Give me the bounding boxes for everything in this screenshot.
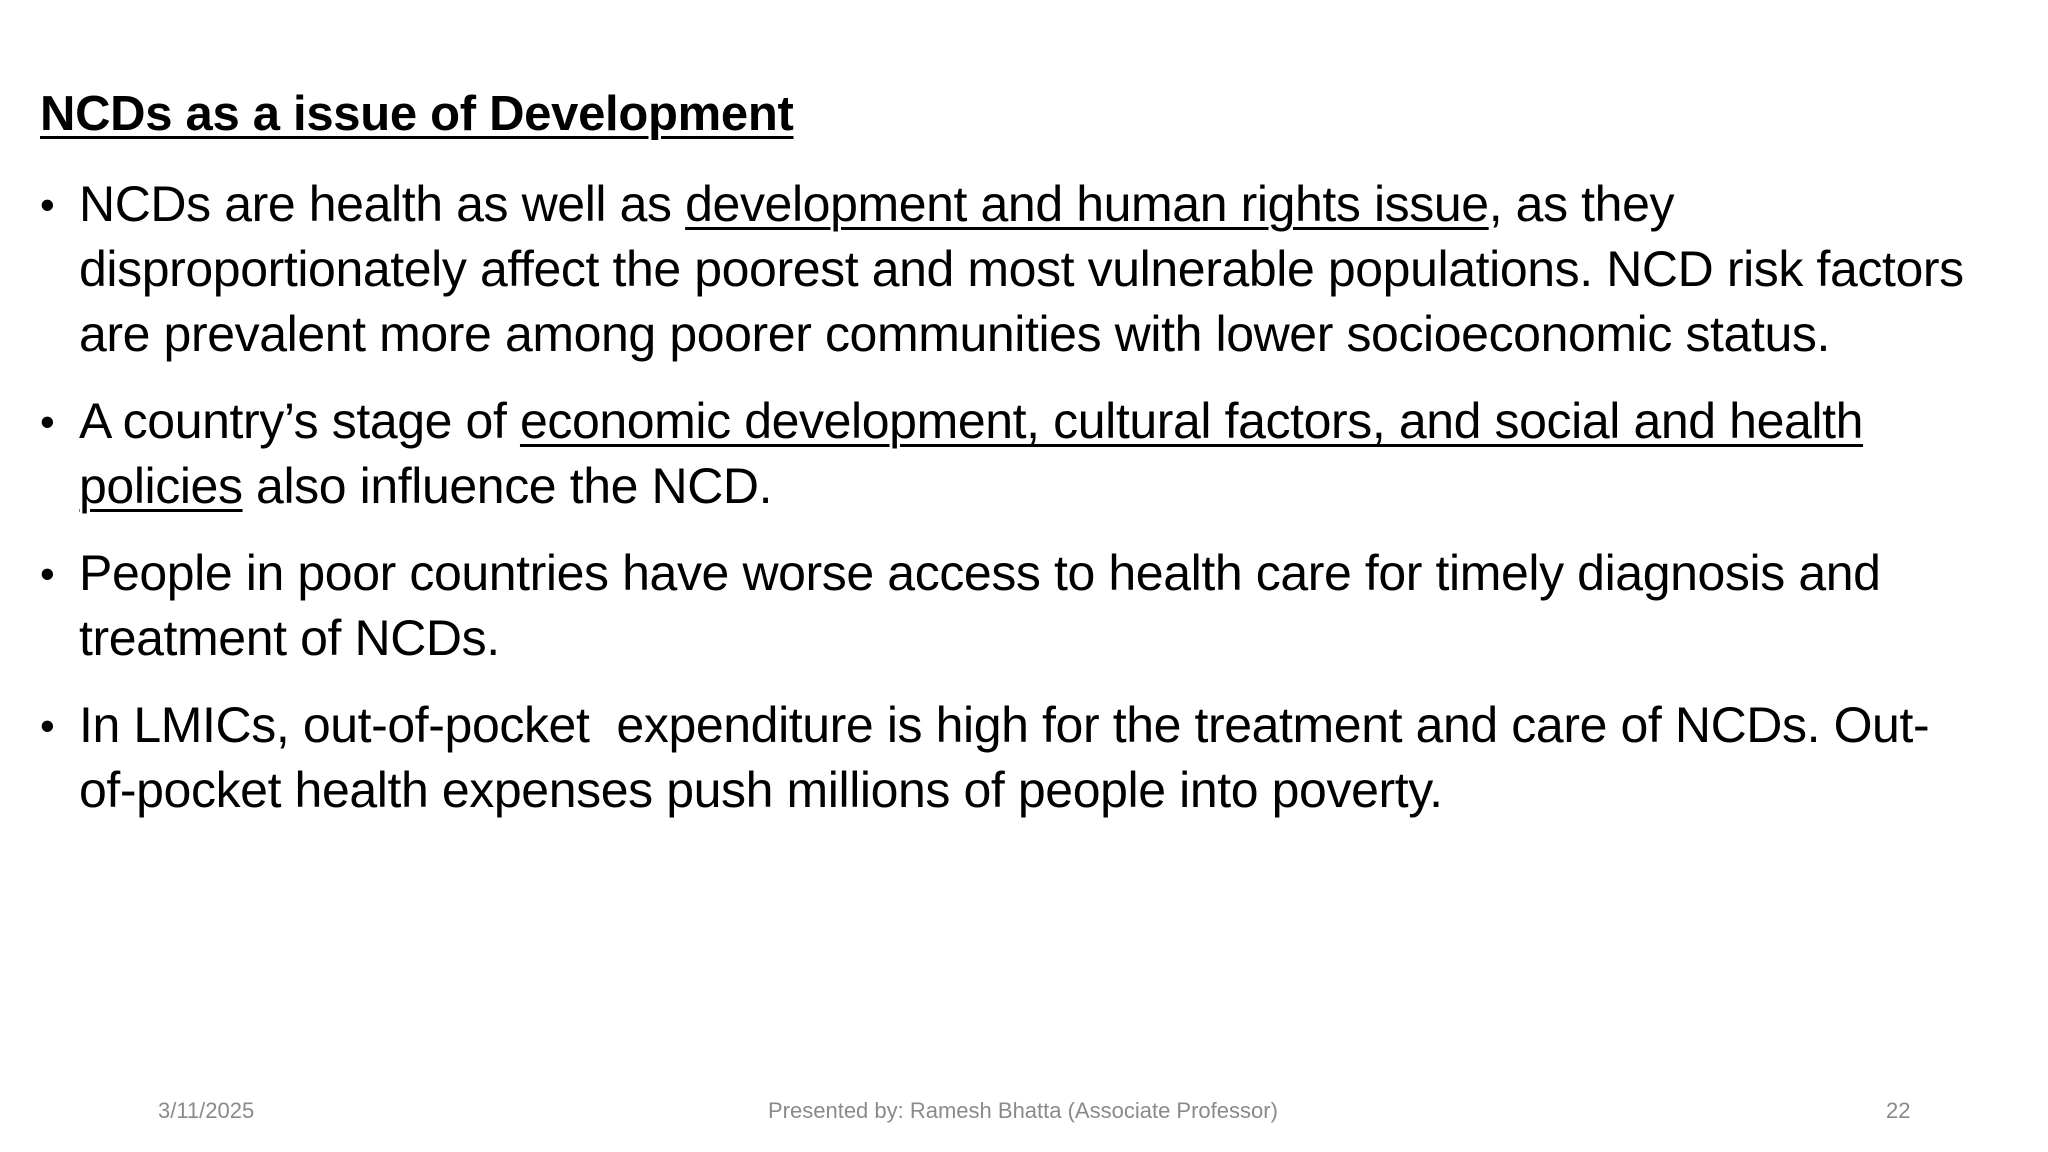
bullet-text-segment: In LMICs, out-of-pocket expenditure is high for the treatment and care of NCDs. Out-of-pocket health expenses push millions of people into poverty.	[79, 697, 1930, 818]
bullet-marker: •	[40, 550, 55, 597]
bullet-text-underlined: economic development, cultural factors, and social and health policies	[79, 393, 1864, 514]
bullet-item	[40, 172, 1980, 367]
bullet-text-segment: also influence the NCD.	[242, 458, 773, 514]
footer-page-number: 22	[1886, 1098, 1911, 1123]
bullet-item	[40, 389, 1980, 519]
bullet-text-segment: NCDs are health as well as	[79, 176, 686, 232]
bullet-list	[40, 172, 1980, 845]
slide-title: NCDs as a issue of Development	[40, 87, 794, 141]
bullet-marker: •	[40, 702, 55, 749]
bullet-marker: •	[40, 181, 55, 228]
bullet-item	[40, 541, 1980, 671]
bullet-item	[40, 693, 1980, 823]
footer-presenter: Presented by: Ramesh Bhatta (Associate Professor)	[768, 1098, 1278, 1123]
bullet-marker: •	[40, 398, 55, 445]
bullet-text-underlined: development and human rights issue	[685, 176, 1489, 232]
footer-date: 3/11/2025	[158, 1098, 255, 1123]
bullet-text-segment: , as they disproportionately affect the poorest and most vulnerable populations. NCD risk factors are prevalent more among poorer communities with lower socioeconomic status.	[79, 176, 1964, 362]
bullet-text-segment: People in poor countries have worse access to health care for timely diagnosis and treatment of NCDs.	[79, 545, 1881, 666]
bullet-text-segment: A country’s stage of	[79, 393, 520, 449]
